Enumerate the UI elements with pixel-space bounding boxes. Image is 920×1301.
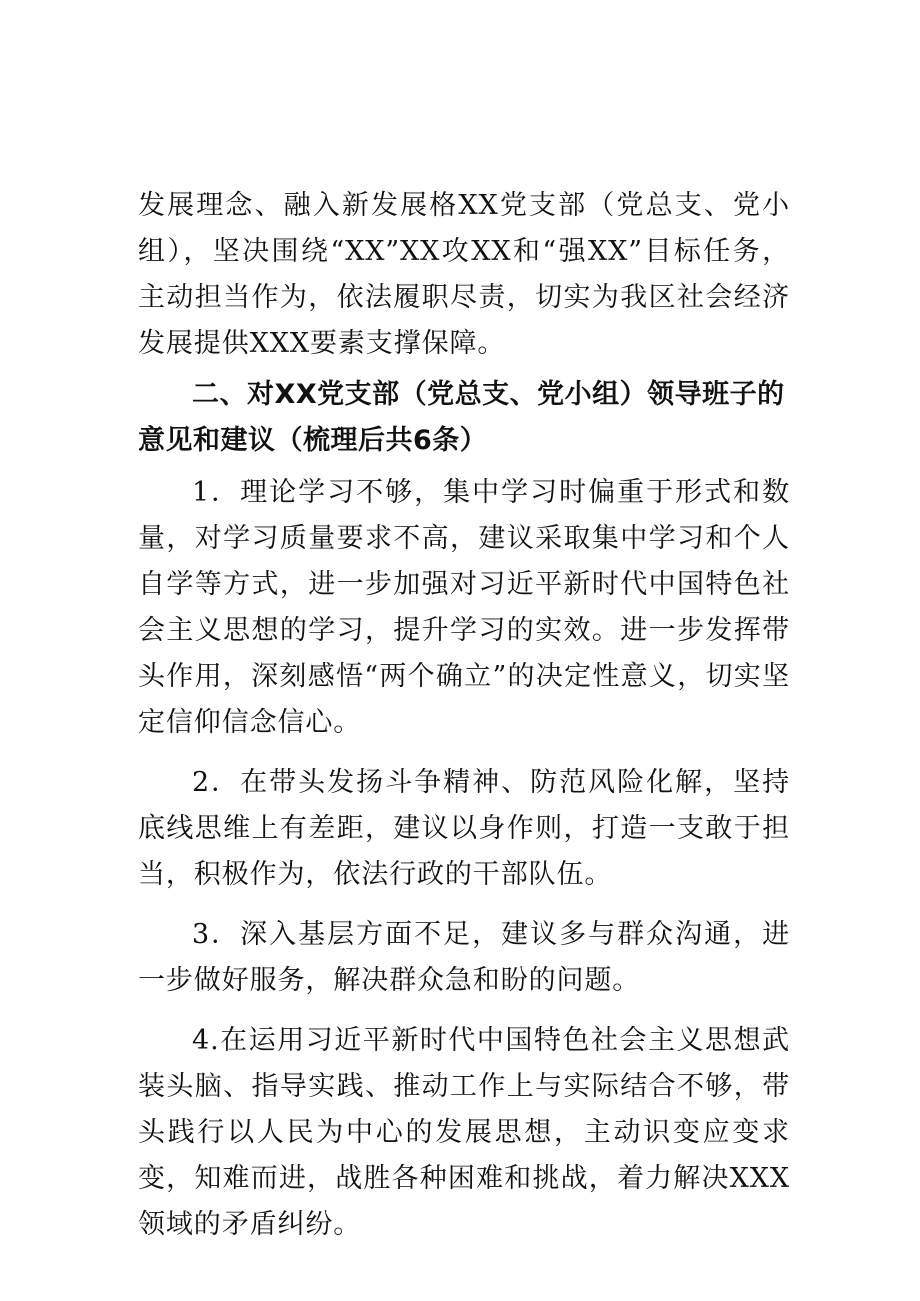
suggestion-item-1: 1．理论学习不够，集中学习时偏重于形式和数量，对学习质量要求不高，建议采取集中学习和个人自学等方式，进一步加强对习近平新时代中国特色社会主义思想的学习，提升学习的实效。进一步发挥带头作用，深刻感悟“两个确立”的决定性意义，切实坚定信仰信念信心。 xyxy=(138,477,790,738)
suggestion-item-3: 3．深入基层方面不足，建议多与群众沟通，进一步做好服务，解决群众急和盼的问题。 xyxy=(138,919,790,996)
document-body xyxy=(138,183,790,1248)
suggestion-item-2: 2．在带头发扬斗争精神、防范风险化解，坚持底线思维上有差距，建议以身作则，打造一支敢于担当，积极作为，依法行政的干部队伍。 xyxy=(138,767,790,890)
section-heading: 二、对XX党支部（党总支、党小组）领导班子的意见和建议（梳理后共6条） xyxy=(138,379,785,456)
intro-paragraph: 发展理念、融入新发展格XX党支部（党总支、党小组），坚决围绕“XX”XX攻XX和“强XX”目标任务，主动担当作为，依法履职尽责，切实为我区社会经济发展提供XXX要素支撑保障。 xyxy=(138,190,790,359)
suggestion-item-4: 4.在运用习近平新时代中国特色社会主义思想武装头脑、指导实践、推动工作上与实际结合不够，带头践行以人民为中心的发展思想，主动识变应变求变，知难而进，战胜各种困难和挑战，着力解决XXX领域的矛盾纠纷。 xyxy=(138,1025,790,1240)
